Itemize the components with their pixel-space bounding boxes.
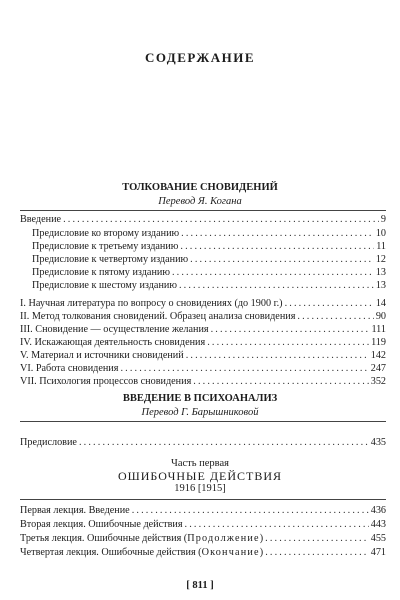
leader-dots — [265, 532, 369, 545]
toc-entry-preface — [32, 253, 386, 266]
section-translator: Перевод Я. Когана — [158, 196, 242, 207]
toc-label: I. Научная литература по вопросу о сновидениях (до 1900 г.) — [20, 298, 283, 309]
toc-label: VI. Работа сновидения — [20, 363, 119, 374]
toc-entry-lecture — [20, 532, 386, 545]
toc-page: 436 — [370, 505, 386, 516]
toc-entry-chapter — [20, 375, 386, 388]
leader-dots — [79, 436, 369, 449]
part-label: Часть первая — [171, 458, 229, 469]
leader-dots — [181, 227, 374, 240]
part-title: ОШИБОЧНЫЕ ДЕЙСТВИЯ — [117, 469, 283, 483]
toc-page: 14 — [375, 298, 386, 309]
toc-label — [20, 532, 263, 545]
toc-entry-chapter — [20, 310, 386, 323]
leader-dots — [63, 213, 379, 226]
lecture-close: ) — [259, 533, 264, 544]
toc-entry-preface — [32, 227, 386, 240]
toc-label: Предисловие к пятому изданию — [32, 267, 170, 278]
toc-label — [20, 546, 263, 559]
part-years: 1916 [1915] — [174, 483, 226, 494]
leader-dots — [132, 504, 369, 517]
lecture-note: Продолжение — [187, 533, 260, 544]
lecture-close: ) — [259, 547, 264, 558]
section-title: ТОЛКОВАНИЕ СНОВИДЕНИЙ — [122, 182, 278, 193]
toc-entry-chapter — [20, 336, 386, 349]
toc-label: V. Материал и источники сновидений — [20, 350, 184, 361]
toc-entry-preface — [20, 436, 386, 449]
toc-page: 10 — [375, 228, 386, 239]
leader-dots — [185, 518, 369, 531]
toc-page: 119 — [371, 337, 386, 348]
toc-page: 9 — [380, 214, 386, 225]
lecture-note: Окончание — [201, 547, 260, 558]
toc-entry-preface — [32, 240, 386, 253]
leader-dots — [265, 546, 369, 559]
leader-dots — [297, 310, 373, 323]
leader-dots — [172, 266, 374, 279]
toc-page: 455 — [370, 533, 386, 544]
toc-page: 247 — [370, 363, 386, 374]
toc-page: 12 — [375, 254, 386, 265]
toc-entry-lecture — [20, 546, 386, 559]
section-rule — [20, 210, 386, 211]
toc-label: Вторая лекция. Ошибочные действия — [20, 519, 183, 530]
leader-dots — [179, 279, 374, 292]
toc-entry-chapter — [20, 297, 386, 310]
toc-label: Предисловие ко второму изданию — [32, 228, 180, 239]
section-rule — [20, 421, 386, 422]
toc-entry-chapter — [20, 323, 386, 336]
toc-page: 443 — [370, 519, 386, 530]
toc-page: 435 — [370, 437, 386, 448]
toc-page: 11 — [376, 241, 386, 252]
toc-page: 142 — [370, 350, 386, 361]
toc-label: Первая лекция. Введение — [20, 505, 130, 516]
leader-dots — [285, 297, 374, 310]
toc-label: Предисловие к шестому изданию — [32, 280, 177, 291]
lecture-label: Четвертая лекция. Ошибочные действия ( — [20, 547, 202, 558]
toc-entry-preface — [32, 279, 386, 292]
leader-dots — [207, 336, 369, 349]
page-title: СОДЕРЖАНИЕ — [144, 50, 256, 65]
toc-page: 13 — [375, 267, 386, 278]
toc-entry-chapter — [20, 349, 386, 362]
toc-label: Введение — [20, 214, 62, 225]
leader-dots — [186, 349, 369, 362]
leader-dots — [190, 253, 374, 266]
leader-dots — [193, 375, 368, 388]
toc-entry-lecture — [20, 504, 386, 517]
toc-entry-intro — [20, 213, 386, 226]
leader-dots — [211, 323, 370, 336]
toc-label: Предисловие к четвертому изданию — [32, 254, 189, 265]
toc-page: 13 — [375, 280, 386, 291]
toc-page: 471 — [370, 547, 386, 558]
leader-dots — [180, 240, 374, 253]
toc-label: IV. Искажающая деятельность сновидения — [20, 337, 206, 348]
section-translator: Перевод Г. Барышниковой — [141, 407, 259, 418]
toc-entry-lecture — [20, 518, 386, 531]
toc-page: 111 — [371, 324, 386, 335]
toc-label: Предисловие — [20, 437, 77, 448]
toc-label: VII. Психология процессов сновидения — [20, 376, 192, 387]
toc-entry-chapter — [20, 362, 386, 375]
toc-entry-preface — [32, 266, 386, 279]
section-title: ВВЕДЕНИЕ В ПСИХОАНАЛИЗ — [122, 393, 278, 404]
leader-dots — [120, 362, 368, 375]
page-number: [ 811 ] — [186, 580, 214, 591]
toc-page: 352 — [370, 376, 386, 387]
section-rule — [20, 499, 386, 500]
toc-label: III. Сновидение — осуществление желания — [20, 324, 209, 335]
toc-page: 90 — [375, 311, 386, 322]
toc-label: Предисловие к третьему изданию — [32, 241, 179, 252]
toc-label: II. Метод толкования сновидений. Образец анализа сновидения — [20, 311, 296, 322]
lecture-label: Третья лекция. Ошибочные действия ( — [20, 533, 188, 544]
